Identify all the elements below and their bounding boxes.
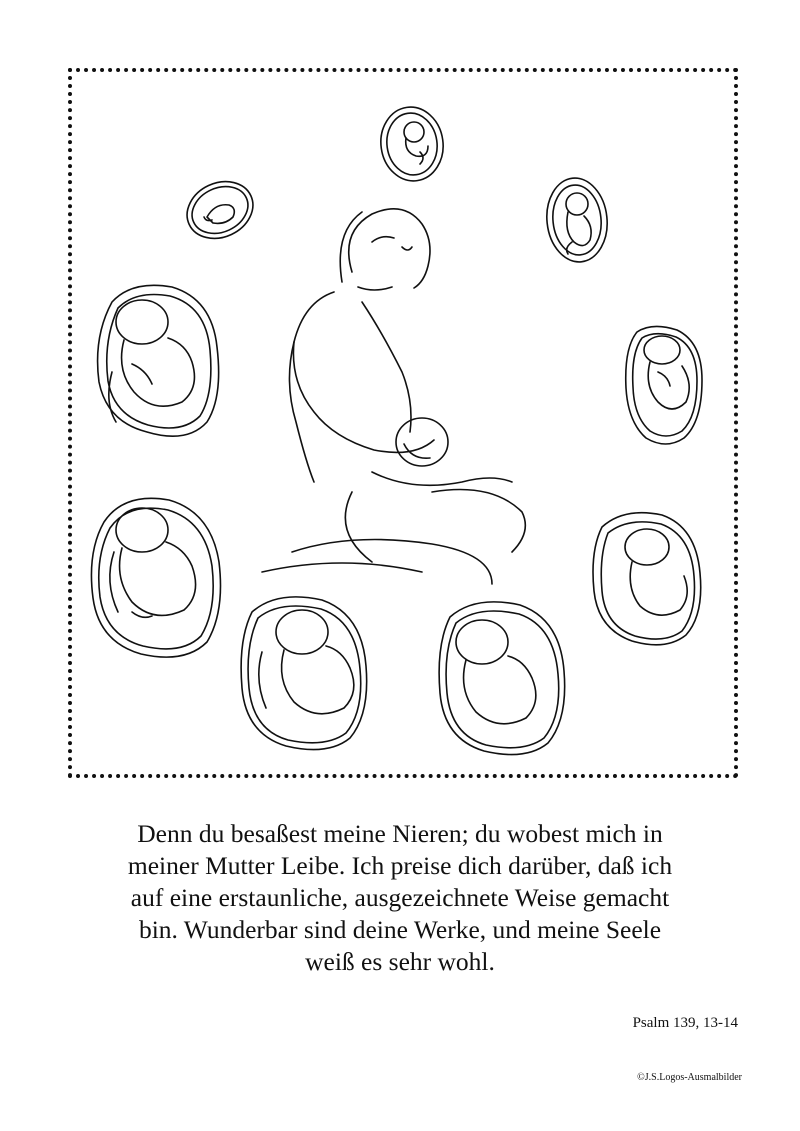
womb-embryo [396, 418, 448, 466]
embryo-stage-8 [439, 602, 565, 755]
coloring-illustration [72, 72, 734, 774]
mother-figure [262, 209, 525, 584]
embryo-stage-5 [626, 326, 702, 444]
embryo-stage-1 [178, 171, 262, 249]
bible-verse [70, 818, 730, 978]
verse-line: Denn du besaßest meine Nieren; du wobest mich in [137, 819, 663, 848]
verse-line: meiner Mutter Leibe. Ich preise dich darüber, daß ich [127, 851, 673, 880]
verse-reference: Psalm 139, 13-14 [632, 1015, 738, 1031]
embryo-stage-4 [98, 285, 219, 436]
embryo-stage-6 [91, 498, 220, 657]
embryo-stage-3 [543, 175, 611, 265]
verse-line: weiß es sehr wohl. [305, 947, 495, 976]
verse-line: bin. Wunderbar sind deine Werke, und meine Seele [138, 915, 662, 944]
verse-line: auf eine erstaunliche, ausgezeichnete Weise gemacht [130, 883, 670, 912]
embryo-stage-2 [376, 103, 448, 185]
embryo-stage-9 [593, 513, 701, 645]
copyright-notice: ©J.S.Logos-Ausmalbilder [637, 1072, 742, 1083]
embryo-stage-7 [241, 597, 367, 750]
